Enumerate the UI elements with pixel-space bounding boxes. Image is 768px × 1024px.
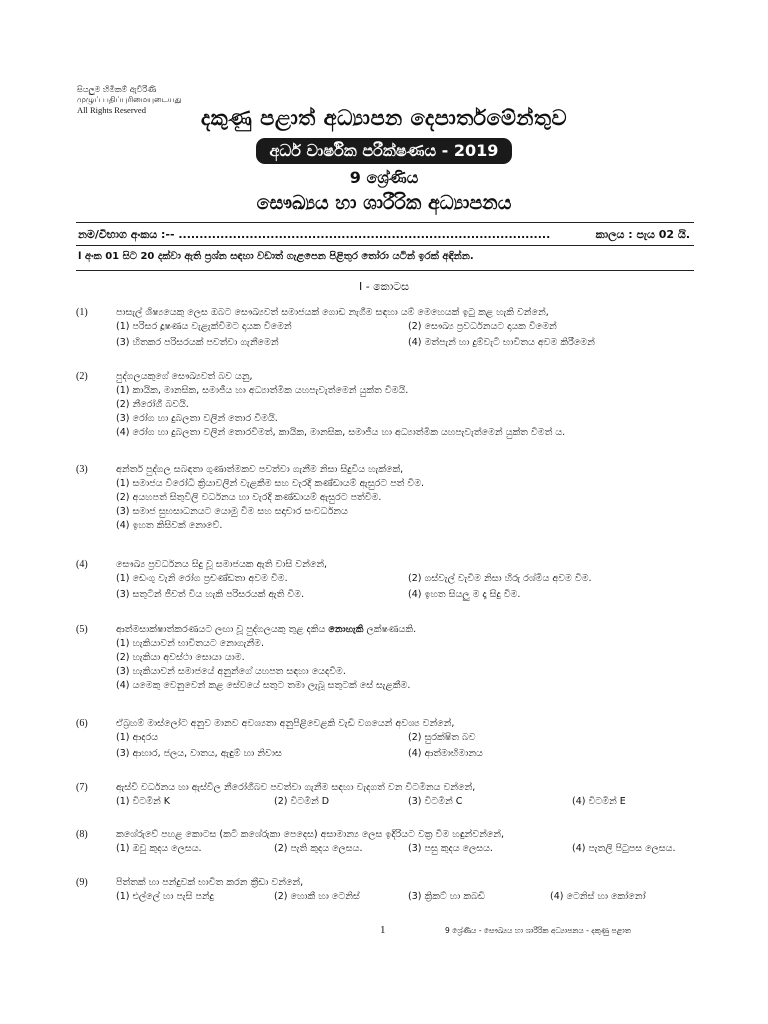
question-stem: කශේරුවේ පහළ කොටස (කටි කශේරුකා පෙදෙස) අසාමාන්‍ය ලෙස ඉදිරියට වක්‍ර වීම හඳුන්වන්නේ,: [116, 829, 504, 840]
option[interactable]: (1) ඩෙංගු වැනි රෝග ප්‍රචණ්ඩතා අවම වීම.: [116, 573, 288, 584]
question-stem: අන්තර් පුද්ගල සබඳතා ගුණාත්මකව පවත්වා ගැනීම නිසා සිදුවිය හැක්කේ,: [116, 464, 404, 475]
stem-text: ආත්මසාක්ෂාත්කරණයට ලඟා වූ පුද්ගලයකු තුළ දකිය: [116, 624, 329, 635]
copyright-sinhala: සියලුම හිමිකම් ඇවිරිණි: [77, 85, 157, 94]
option-row: [116, 843, 698, 856]
option[interactable]: (2) හැකියා අවස්ථා සොයා යාම.: [116, 652, 245, 663]
option[interactable]: (4) මත්පැන් හා දුම්වැටි භාවිතය අවම කිරීමෙන්: [408, 337, 595, 348]
exam-banner: [0, 138, 768, 164]
question-number: (8): [76, 829, 88, 840]
option[interactable]: (2) සුරක්ෂිත බව: [408, 732, 476, 743]
option-row: [116, 589, 698, 602]
question-number: (3): [76, 464, 88, 475]
question-number: (1): [76, 307, 88, 318]
stem-emphasis: නොහැකි: [328, 624, 364, 635]
question-7: [76, 782, 698, 809]
option[interactable]: (3) විටමින් C: [408, 796, 463, 807]
question-stem: ඇස්වී වර්ධනය හා ඇස්වීල නීරෝගීබව පවත්වා ගැනීම සඳහා වැදගත් වන විටමිනය වන්නේ,: [116, 782, 476, 793]
question-8: [76, 829, 698, 856]
option[interactable]: (3) ක්‍රිකට් හා කබඩි: [408, 891, 485, 902]
option[interactable]: (1) ඔවු කුදය ලෙසය.: [116, 843, 202, 854]
option[interactable]: (1) පරිසර දූෂණය වැළැක්වීමට දායක වීමෙන්: [116, 321, 292, 332]
option[interactable]: (3) රෝග හා දුබලතා වලින් තොර වීමයි.: [116, 413, 278, 424]
option[interactable]: (3) සමාජ සුභසාධනයට යොමු වීම සහ සදාචාර සංවර්ධනය: [116, 506, 348, 517]
divider-meta: [76, 245, 694, 246]
option[interactable]: (4) යමෙකු වෙනුවෙන් කළ සේවයේ සතුට තමා ලැබූ සතුටක් සේ සැළකීම.: [116, 680, 411, 691]
option[interactable]: (4) ඉහත කිසිවක් නොවේ.: [116, 520, 223, 531]
instruction-text: l අංක 01 සිට 20 දක්වා ඇති ප්‍රශ්න සඳහා වඩාත් ගැළපෙන පිළිතුර තෝරා යටින් ඉරක් අඳින්න.: [78, 251, 474, 262]
question-number: (2): [76, 371, 88, 382]
option[interactable]: (1) විටමින් K: [116, 796, 170, 807]
question-5: [76, 624, 698, 691]
option[interactable]: (3) ආහාර, ජලය, වාතය, ඇඳුම් හා නිවාස: [116, 748, 282, 759]
question-stem: පිත්තක් හා පන්දුවක් භාවිත කරන ක්‍රීඩා වන්නේ,: [116, 877, 304, 888]
question-number: (5): [76, 624, 88, 635]
option-row: [116, 748, 698, 761]
question-9: [76, 877, 698, 904]
option[interactable]: (1) සමාජය විරෝධී ක්‍රියාවලින් වැළකීම සහ වැරදි කණ්ඩායම් ඇසුරට පත් වීම.: [116, 478, 425, 489]
option[interactable]: (2) නීරෝගී බවයි.: [116, 399, 189, 410]
option[interactable]: (4) ටෙනිස් හා කෝනෝ: [550, 891, 646, 902]
option-row: [116, 337, 698, 350]
option-row: [116, 732, 698, 745]
option[interactable]: (2) පැති කුදය ලෙසය.: [274, 843, 363, 854]
option[interactable]: (2) හොකී හා ටෙනිස්: [274, 891, 360, 902]
name-index-label: නම/විභාග අංකය :-- .........................................................................................: [78, 228, 551, 241]
option[interactable]: (2) අයහපත් සිතුවිලි වර්ධනය හා වැරදි කණ්ඩායම් ඇසුරට පත්වීම.: [116, 492, 382, 503]
question-stem: පාසැල් ශිෂ්‍යයෙකු ලෙස ඔබට සෞඛ්‍යවත් සමාජයක් ගොඩ නැගීම සඳහා යම් මෙහෙයක් ඉටු කළ හැකි වන්නේ,: [116, 307, 549, 318]
option[interactable]: (1) එල්ලේ හා පැසි පන්දු: [116, 891, 214, 902]
grade-title: 9 ශ්‍රේණිය: [349, 168, 419, 187]
department-title: දකුණු පළාත් අධ්‍යාපන දෙපාර්තමේන්තුව: [200, 106, 568, 130]
question-6: [76, 718, 698, 761]
subject-title: සෞඛ්‍යය හා ශාරීරික අධ්‍යාපනය: [256, 192, 512, 214]
time-label: කාලය : පැය 02 යි.: [595, 228, 690, 241]
option[interactable]: (1) කායික, මානසික, සමාජීය හා අධ්‍යාත්මික යහපැවැත්මෙන් යුක්ත වීමයි.: [116, 385, 409, 396]
option[interactable]: (2) විටමින් D: [274, 796, 330, 807]
question-1: [76, 307, 698, 350]
question-stem: ඒබ්‍රහම් මාස්ලෝට අනුව මානව අවශ්‍යතා අනුපිළිවෙළකි වැඩි වගයෙන් අවශ්‍ය වන්නේ,: [116, 718, 455, 729]
question-stem: පුද්ගලයකුගේ සෞඛ්‍යවත් බව යනු,: [116, 371, 253, 382]
option[interactable]: (3) සතුටින් ජීවත් විය හැකි පරිසරයක් ඇති වීම.: [116, 589, 305, 600]
question-number: (4): [76, 559, 88, 570]
question-number: (6): [76, 718, 88, 729]
copyright-tamil: முழுப் பதிப்புரிமையுடையது: [77, 95, 182, 104]
option[interactable]: (1) ආදරය: [116, 732, 159, 743]
stem-text: ලක්ෂණයකි.: [363, 624, 417, 635]
option[interactable]: (4) ඉහත සියලු ම දෑ සිදු වීම.: [408, 589, 521, 600]
copyright-english: All Rights Reserved: [77, 105, 146, 115]
option[interactable]: (2) සෞඛ්‍ය ප්‍රවර්ධනයට දායක වීමෙන්: [408, 321, 557, 332]
option[interactable]: (2) ගස්වැල් වැවීම නිසා හිරු රශ්මිය අවම වීම.: [408, 573, 592, 584]
question-3: [76, 464, 698, 531]
page-number: 1: [380, 924, 386, 936]
option[interactable]: (4) පැතලි පිටුපස ලෙසය.: [572, 843, 676, 854]
exam-title: අර්ධ වාර්ෂික පරීක්ෂණය - 2019: [256, 138, 513, 164]
option[interactable]: (1) හැකියාවන් භාවිතයට නොගැනීම.: [116, 638, 264, 649]
divider-top: [76, 222, 694, 223]
option[interactable]: (4) විටමින් E: [572, 796, 626, 807]
option-row: [116, 573, 698, 586]
option[interactable]: (3) හැකියාවන් සමාජයේ අනුන්ගේ යහපත සඳහා යෙදවීම.: [116, 666, 346, 677]
option[interactable]: (4) රෝග හා දුබලතා වලින් තොරවීමත්, කායික, මානසික, සමාජීය හා අධ්‍යාත්මික යහපැවැත්මෙන් යුක්ත වීමත් ය.: [116, 427, 566, 438]
question-stem: සෞඛ්‍ය ප්‍රවර්ධනය සිදු වූ සමාජයක ඇති වාසි වන්නේ,: [116, 559, 328, 570]
option-row: [116, 796, 698, 809]
question-number: (9): [76, 877, 88, 888]
option-row: [116, 321, 698, 334]
option[interactable]: (3) හිතකර පරිසරයක් පවත්වා ගැනීමෙන්: [116, 337, 279, 348]
option[interactable]: (3) පසු කුදය ලෙසය.: [408, 843, 493, 854]
question-4: [76, 559, 698, 602]
footer-title: 9 ශ්‍රේණිය - සෞඛ්‍යය හා ශාරීරික අධ්‍යාපනය - දකුණු පළාත: [445, 926, 631, 935]
question-stem: [116, 624, 698, 635]
divider-instruction: [76, 270, 694, 271]
question-number: (7): [76, 782, 88, 793]
question-2: [76, 371, 698, 438]
option[interactable]: (4) ආත්මාභිමානය: [408, 748, 483, 759]
option-row: [116, 891, 698, 904]
part-title: I - කොටස: [358, 280, 410, 293]
